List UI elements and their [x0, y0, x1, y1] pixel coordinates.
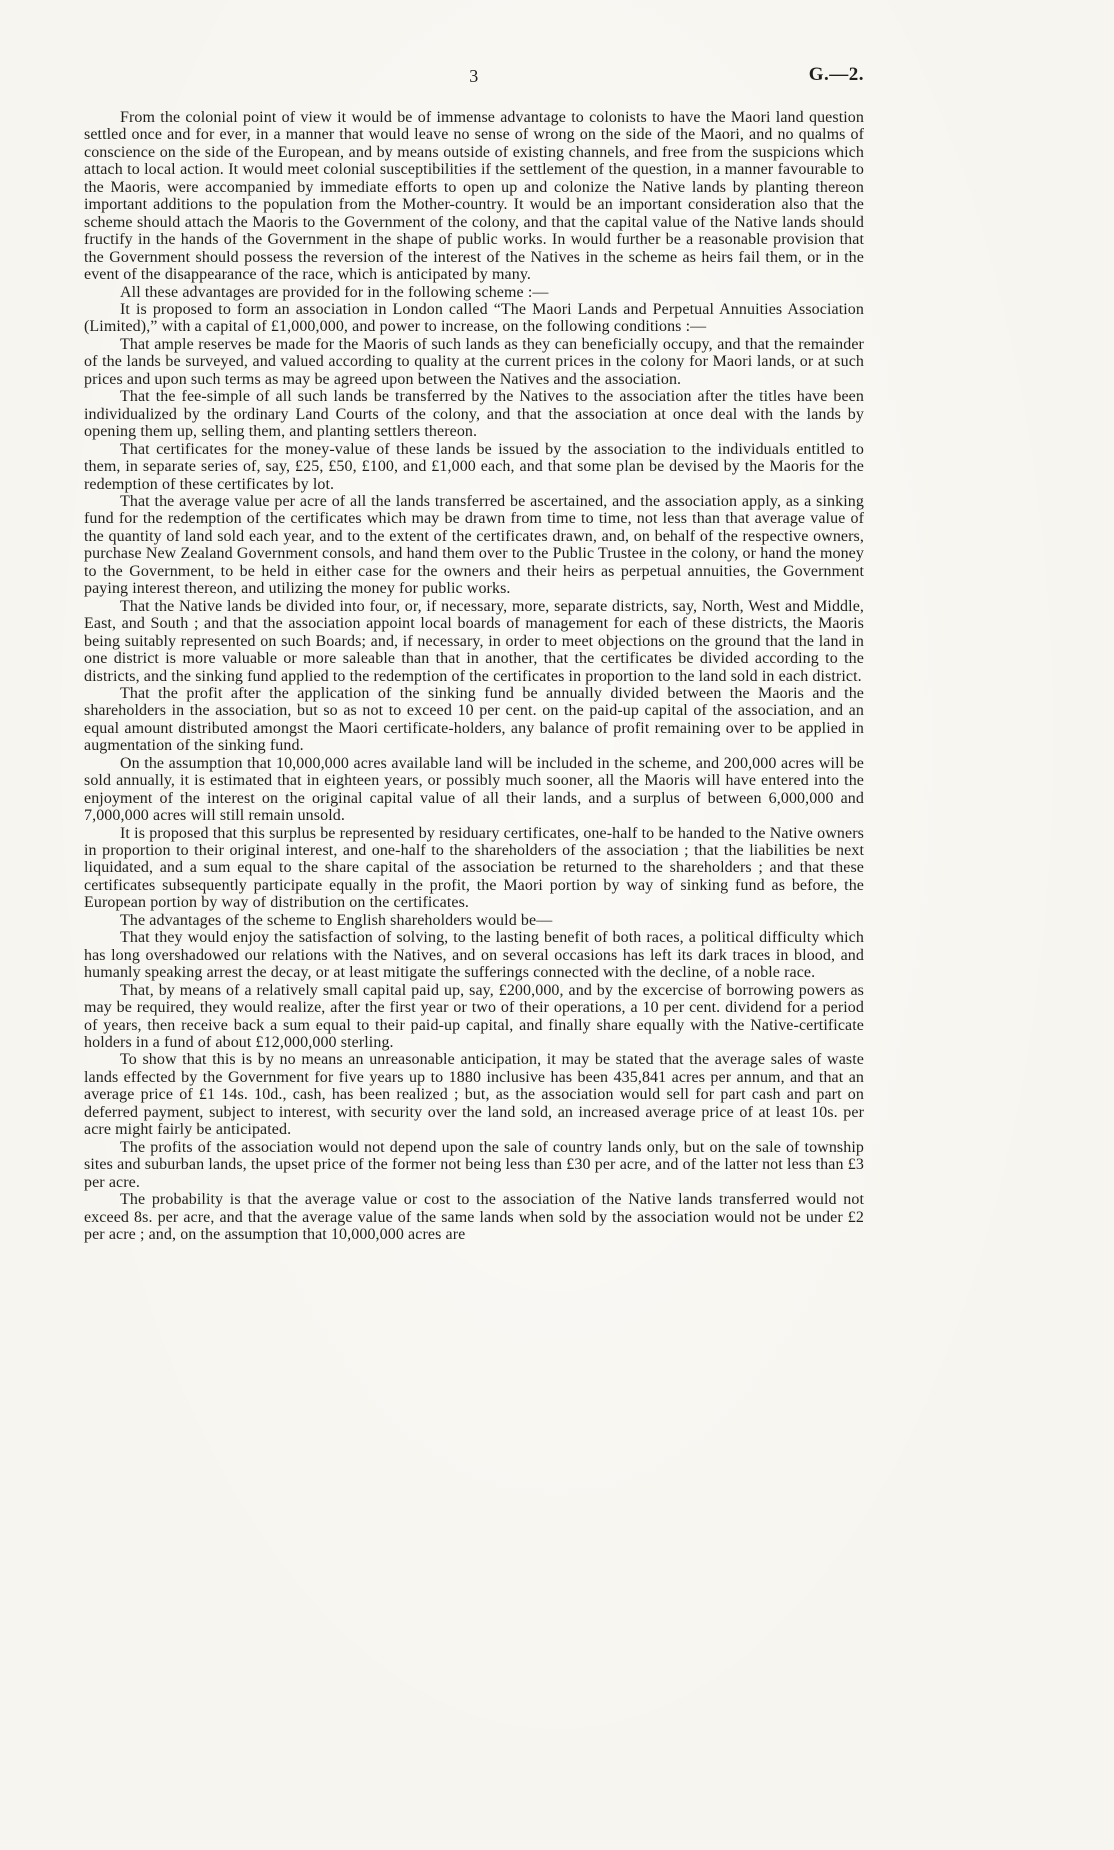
- paragraph: That the Native lands be divided into four, or, if necessary, more, separate districts, say, North, West and Middle, East, and South ; and that the association appoint local boards of management for each of these districts, the Maoris being suitably represented on such Boards; and, if necessary, in order to meet objections on the ground that the land in one district is more valuable or more saleable than that in another, that the certificates be divided according to the districts, and the sinking fund applied to the redemption of the certificates in proportion to the land sold in each district.: [84, 597, 864, 685]
- paragraph: That ample reserves be made for the Maoris of such lands as they can beneficially occupy, and that the remainder of the lands be surveyed, and valued according to quality at the current prices in the colony for Maori lands, or at such prices and upon such terms as may be agreed upon between the Natives and the association.: [84, 335, 864, 388]
- paragraph: From the colonial point of view it would be of immense advantage to colonists to have the Maori land question settled once and for ever, in a manner that would leave no sense of wrong on the side of the Maori, and no qualms of conscience on the side of the European, and by means outside of existing channels, and free from the suspicions which attach to local action. It would meet colonial susceptibilities if the settlement of the question, in a manner favourable to the Maoris, were accompanied by immediate efforts to open up and colonize the Native lands by planting thereon important additions to the population from the Mother-country. It would be an important consideration also that the scheme should attach the Maoris to the Government of the colony, and that the capital value of the Native lands should fructify in the hands of the Government in the shape of public works. In would further be a reasonable provision that the Government should possess the reversion of the interest of the Natives in the scheme as heirs fail them, or in the event of the disappearance of the race, which is anticipated by many.: [84, 109, 864, 284]
- page-number: 3: [469, 66, 479, 86]
- paragraph: That the fee-simple of all such lands be transferred by the Natives to the association after the titles have been individualized by the ordinary Land Courts of the colony, and that the association at once deal with the lands by opening them up, selling them, and planting settlers thereon.: [84, 388, 864, 441]
- paragraph: That, by means of a relatively small capital paid up, say, £200,000, and by the excercise of borrowing powers as may be required, they would realize, after the first year or two of their operations, a 10 per cent. dividend for a period of years, then receive back a sum equal to their paid-up capital, and finally share equally with the Native-certificate holders in a fund of about £12,000,000 sterling.: [84, 981, 864, 1052]
- paragraph: All these advantages are provided for in the following scheme :—: [120, 283, 549, 301]
- paragraph: It is proposed to form an association in London called “The Maori Lands and Perpetual Annuities Association (Limited),” with a capital of £1,000,000, and power to increase, on the following conditions :—: [84, 300, 864, 336]
- paragraph: The advantages of the scheme to English shareholders would be—: [120, 911, 553, 929]
- paragraph: It is proposed that this surplus be represented by residuary certificates, one-half to be handed to the Native owners in proportion to their original interest, and one-half to the shareholders of the association ; that the liabilities be next liquidated, and a sum equal to the share capital of the association be returned to the shareholders ; and that these certificates subsequently participate equally in the profit, the Maori portion by way of sinking fund as before, the European portion by way of distribution on the certificates.: [84, 824, 864, 912]
- paragraph: The profits of the association would not depend upon the sale of country lands only, but on the sale of township sites and suburban lands, the upset price of the former not being less than £30 per acre, and of the latter not less than £3 per acre.: [84, 1138, 864, 1191]
- paragraph: That certificates for the money-value of these lands be issued by the association to the individuals entitled to them, in separate series of, say, £25, £50, £100, and £1,000 each, and that some plan be devised by the Maoris for the redemption of these certificates by lot.: [84, 440, 864, 493]
- paragraph: That the average value per acre of all the lands transferred be ascertained, and the association apply, as a sinking fund for the redemption of the certificates which may be drawn from time to time, not less than that average value of the quantity of land sold each year, and to the extent of the certificates drawn, and, on behalf of the respective owners, purchase New Zealand Government consols, and hand them over to the Public Trustee in the colony, or hand the money to the Government, to be held in either case for the owners and their heirs as perpetual annuities, the Government paying interest thereon, and utilizing the money for public works.: [84, 492, 864, 598]
- document-body: [84, 109, 864, 1243]
- paragraph: The probability is that the average value or cost to the association of the Native lands transferred would not exceed 8s. per acre, and that the average value of the same lands when sold by the association would not be under £2 per acre ; and, on the assumption that 10,000,000 acres are: [84, 1191, 864, 1243]
- page-header: [84, 66, 864, 92]
- paragraph: To show that this is by no means an unreasonable anticipation, it may be stated that the average sales of waste lands effected by the Government for five years up to 1880 inclusive has been 435,841 acres per annum, and that an average price of £1 14s. 10d., cash, has been realized ; but, as the association would sell for part cash and part on deferred payment, subject to interest, with security over the land sold, an increased average price of at least 10s. per acre might fairly be anticipated.: [84, 1051, 864, 1139]
- paragraph: On the assumption that 10,000,000 acres available land will be included in the scheme, and 200,000 acres will be sold annually, it is estimated that in eighteen years, or possibly much sooner, all the Maoris will have entered into the enjoyment of the interest on the original capital value of all their lands, and a surplus of between 6,000,000 and 7,000,000 acres will still remain unsold.: [84, 754, 864, 825]
- paragraph: That they would enjoy the satisfaction of solving, to the lasting benefit of both races, a political difficulty which has long overshadowed our relations with the Natives, and on several occasions has left its dark traces in blood, and humanly speaking arrest the decay, or at least mitigate the sufferings connected with the decline, of a noble race.: [84, 929, 864, 982]
- paragraph: That the profit after the application of the sinking fund be annually divided between the Maoris and the shareholders in the association, but so as not to exceed 10 per cent. on the paid-up capital of the association, and an equal amount distributed amongst the Maori certificate-holders, any balance of profit remaining over to be applied in augmentation of the sinking fund.: [84, 684, 864, 755]
- document-reference: G.—2.: [808, 64, 864, 85]
